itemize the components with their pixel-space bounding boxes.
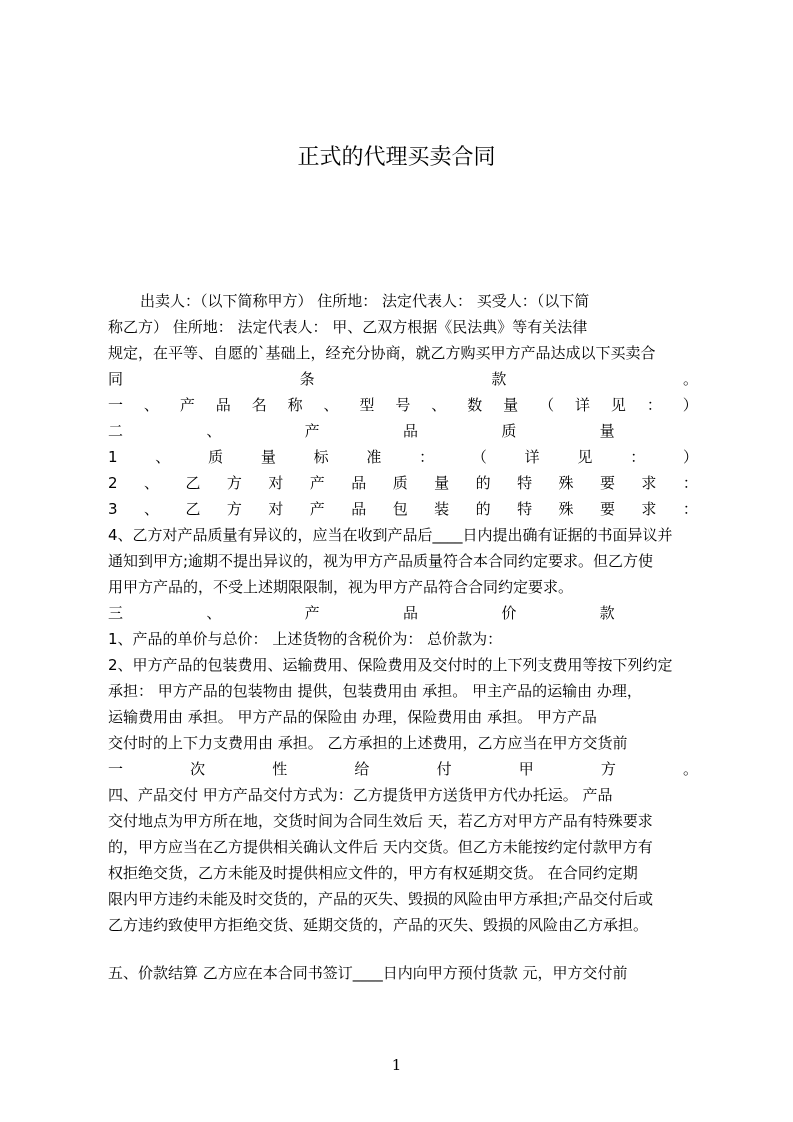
page-number: 1 <box>391 1056 402 1074</box>
glyph: 量 <box>599 422 615 440</box>
glyph: 品 <box>402 604 418 622</box>
glyph: ： <box>419 448 435 466</box>
glyph: ） <box>682 396 698 414</box>
glyph: 号 <box>395 396 411 414</box>
glyph: 特 <box>517 474 533 492</box>
glyph: 量 <box>434 474 450 492</box>
text-line: 用甲方产品的，不受上述期限限制，视为甲方产品符合合同约定要求。 <box>108 578 574 596</box>
text-line: 2、甲方产品的包装费用、运输费用、保险费用及交付时的上下列支费用等按下列约定 <box>108 656 673 674</box>
glyph: 给 <box>354 760 370 778</box>
text-line: 限内甲方违约未能及时交货的，产品的灭失、毁损的风险由甲方承担;产品交付后或 <box>108 890 654 908</box>
section-heading-price <box>108 602 698 628</box>
text-line: 运输费用由 承担。 甲方产品的保险由 办理，保险费用由 承担。 甲方产品 <box>108 708 597 726</box>
glyph: 产 <box>309 500 325 518</box>
glyph: 要 <box>599 474 615 492</box>
glyph: 二 <box>108 422 124 440</box>
glyph: 量 <box>503 396 519 414</box>
glyph: 的 <box>475 500 491 518</box>
text-line: 四、产品交付 甲方产品交付方式为：乙方提货甲方送货甲方代办托运。 产品 <box>108 786 613 804</box>
glyph: 名 <box>251 396 267 414</box>
glyph: 、 <box>143 396 159 414</box>
text-line: 承担： 甲方产品的包装物由 提供，包装费用由 承担。 甲主产品的运输由 办理， <box>108 682 642 700</box>
text-line: 乙方违约致使甲方拒绝交货、延期交货的，产品的灭失、毁损的风险由乙方承担。 <box>108 916 649 934</box>
glyph: 、 <box>143 474 159 492</box>
glyph: 见 <box>577 448 593 466</box>
glyph: 品 <box>351 500 367 518</box>
glyph: 款 <box>599 604 615 622</box>
glyph: 款 <box>491 370 507 388</box>
glyph: 质 <box>392 474 408 492</box>
glyph: ： <box>646 396 662 414</box>
glyph: 质 <box>501 422 517 440</box>
text-line: 权拒绝交货，乙方未能及时提供相应文件的，甲方有权延期交货。 在合同约定期 <box>108 864 638 882</box>
glyph: 包 <box>392 500 408 518</box>
glyph: 产 <box>179 396 195 414</box>
glyph: 量 <box>260 448 276 466</box>
justified-line <box>108 420 698 446</box>
glyph: 殊 <box>558 474 574 492</box>
glyph: 同 <box>108 370 124 388</box>
glyph: 方 <box>226 474 242 492</box>
glyph: （ <box>539 396 555 414</box>
text-line: 五、价款结算 乙方应在本合同书签订____日内向甲方预付货款 元，甲方交付前 <box>108 964 628 982</box>
glyph: 甲 <box>518 760 534 778</box>
glyph: ： <box>682 474 698 492</box>
glyph: 品 <box>351 474 367 492</box>
paragraph-gap <box>108 940 698 962</box>
glyph: 对 <box>268 474 284 492</box>
glyph: 详 <box>524 448 540 466</box>
justified-lines <box>108 368 698 524</box>
justified-line <box>108 472 698 498</box>
glyph: 数 <box>467 396 483 414</box>
glyph: 产 <box>309 474 325 492</box>
text-line: 称乙方） 住所地： 法定代表人： 甲、乙双方根据《民法典》等有关法律 <box>108 318 588 336</box>
glyph: 准 <box>366 448 382 466</box>
document-title: 正式的代理买卖合同 <box>297 145 496 170</box>
glyph: 求 <box>641 474 657 492</box>
glyph: 、 <box>431 396 447 414</box>
glyph: 乙 <box>185 500 201 518</box>
glyph: 型 <box>359 396 375 414</box>
text-line: 交付地点为甲方所在地，交货时间为合同生效后 天，若乙方对甲方产品有特殊要求 <box>108 812 653 830</box>
glyph: 3 <box>108 500 118 518</box>
glyph: 殊 <box>558 500 574 518</box>
glyph: 、 <box>206 422 222 440</box>
glyph: 称 <box>287 396 303 414</box>
glyph: 特 <box>517 500 533 518</box>
glyph: ： <box>630 448 646 466</box>
glyph: 次 <box>190 760 206 778</box>
glyph: 条 <box>299 370 315 388</box>
text-line: 通知到甲方;逾期不提出异议的，视为甲方产品质量符合本合同约定要求。但乙方使 <box>108 552 654 570</box>
glyph: （ <box>471 448 487 466</box>
glyph: 1 <box>108 448 118 466</box>
glyph: 、 <box>143 500 159 518</box>
glyph: 一 <box>108 760 124 778</box>
glyph: 求 <box>641 500 657 518</box>
justified-line <box>108 498 698 524</box>
text-line: 规定，在平等、自愿的`基础上，经充分协商，就乙方购买甲方产品达成以下买卖合 <box>108 344 656 362</box>
glyph: 对 <box>268 500 284 518</box>
glyph: 方 <box>600 760 616 778</box>
glyph: 性 <box>272 760 288 778</box>
glyph: 、 <box>206 604 222 622</box>
glyph: 产 <box>304 422 320 440</box>
glyph: 付 <box>436 760 452 778</box>
glyph: 、 <box>155 448 171 466</box>
glyph: 方 <box>226 500 242 518</box>
glyph: 。 <box>682 370 698 388</box>
justified-line <box>108 758 698 784</box>
glyph: ： <box>682 500 698 518</box>
text-line: 出卖人：（以下简称甲方） 住所地： 法定代表人： 买受人：（以下简 <box>140 292 590 310</box>
glyph: 。 <box>682 760 698 778</box>
glyph: 品 <box>402 422 418 440</box>
glyph: 的 <box>475 474 491 492</box>
glyph: 一 <box>108 396 124 414</box>
justified-line <box>108 394 698 420</box>
glyph: 详 <box>574 396 590 414</box>
glyph: 产 <box>304 604 320 622</box>
justified-line <box>108 368 698 394</box>
glyph: 、 <box>323 396 339 414</box>
glyph: 装 <box>434 500 450 518</box>
glyph: 质 <box>208 448 224 466</box>
glyph: 要 <box>599 500 615 518</box>
glyph: 价 <box>501 604 517 622</box>
glyph: 品 <box>215 396 231 414</box>
text-line: 1、产品的单价与总价： 上述货物的含税价为： 总价款为： <box>108 630 503 648</box>
glyph: 三 <box>108 604 124 622</box>
text-line: 交付时的上下力支费用由 承担。 乙方承担的上述费用，乙方应当在甲方交货前 <box>108 734 628 752</box>
glyph: 见 <box>610 396 626 414</box>
document-body <box>108 290 698 988</box>
text-line: 的，甲方应当在乙方提供相关确认文件后 天内交货。但乙方未能按约定付款甲方有 <box>108 838 653 856</box>
glyph: ） <box>682 448 698 466</box>
justified-line <box>108 446 698 472</box>
glyph: 乙 <box>185 474 201 492</box>
text-line: 4、乙方对产品质量有异议的，应当在收到产品后____日内提出确有证据的书面异议并 <box>108 526 673 544</box>
glyph: 标 <box>313 448 329 466</box>
glyph: 2 <box>108 474 118 492</box>
